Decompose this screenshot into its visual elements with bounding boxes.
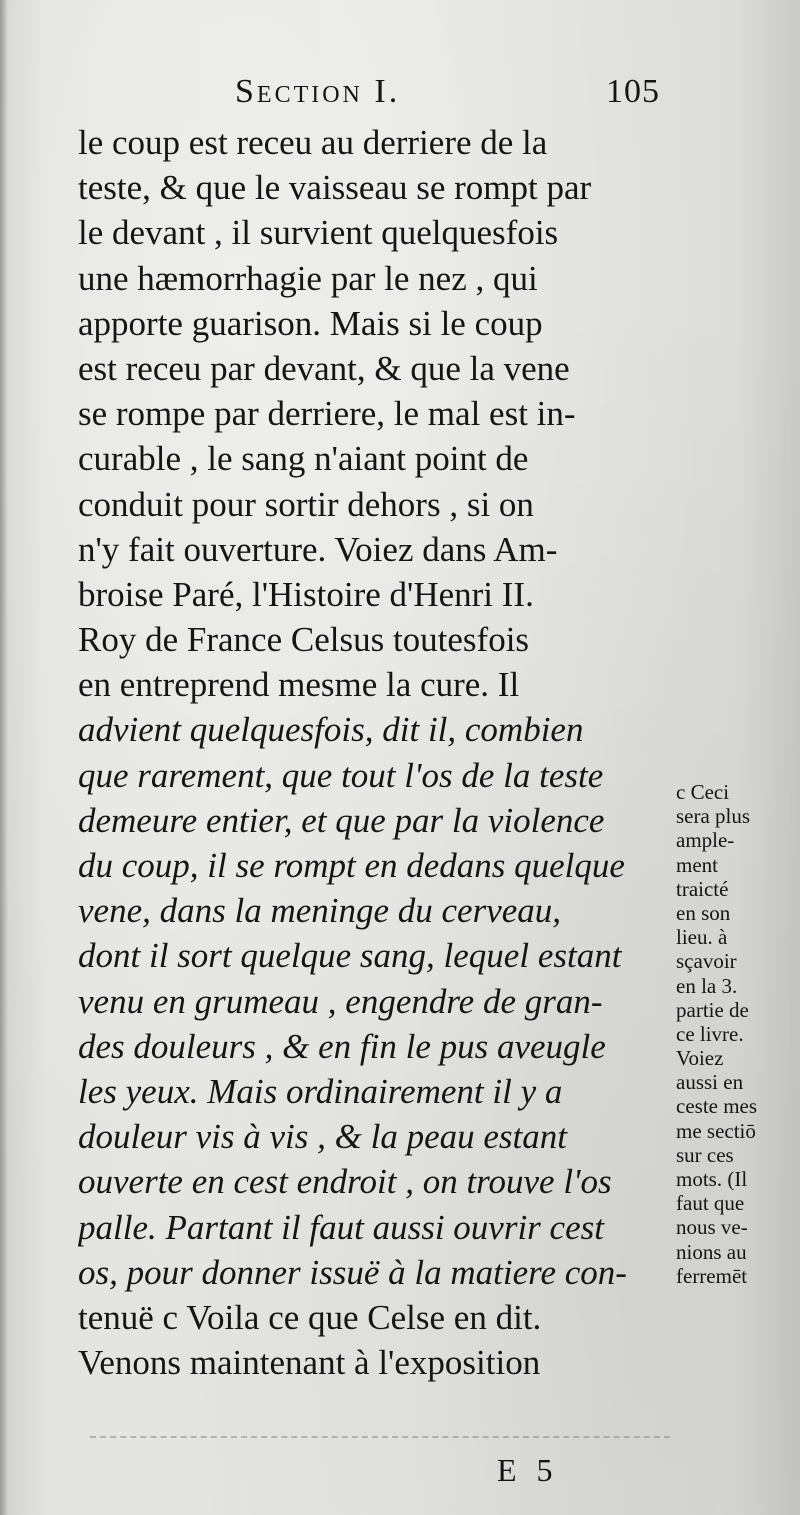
margin-note-line: mots. (Il xyxy=(676,1167,748,1191)
margin-note-line: me sectiō xyxy=(676,1118,756,1143)
text-line: le devant , il survient quelquesfois xyxy=(78,213,559,253)
margin-note-line: traicté xyxy=(676,876,729,901)
main-text-block xyxy=(78,120,668,1385)
text-line: broise Paré, l'Histoire d'Henri II. xyxy=(78,574,534,614)
margin-note-line: ferremēt xyxy=(676,1263,748,1288)
text-line: vene, dans la meninge du cerveau, xyxy=(78,891,562,931)
text-line: Venons maintenant à l'exposition xyxy=(78,1343,541,1383)
text-line: dont il sort quelque sang, lequel estant xyxy=(78,936,622,976)
page-number: 105 xyxy=(606,73,660,110)
signature-mark: E 5 xyxy=(497,1452,559,1488)
margin-note-line: Voiez xyxy=(676,1046,724,1071)
text-line: est receu par devant, & que la vene xyxy=(78,348,570,388)
text-line: teste, & que le vaisseau se rompt par xyxy=(78,168,592,208)
margin-note-line: nous ve- xyxy=(676,1215,748,1240)
margin-note-line: ample- xyxy=(676,828,735,853)
text-line: n'y fait ouverture. Voiez dans Am- xyxy=(78,529,558,569)
text-line: curable , le sang n'aiant point de xyxy=(78,439,529,479)
margin-note-line: nions au xyxy=(676,1239,747,1264)
margin-note-line: c Ceci xyxy=(676,780,730,804)
text-line: Roy de France Celsus toutesfois xyxy=(78,620,530,660)
margin-note xyxy=(676,780,798,1288)
margin-note-line: lieu. à xyxy=(676,925,728,950)
text-line: ouverte en cest endroit , on trouve l'os xyxy=(78,1162,612,1202)
running-head xyxy=(80,70,660,114)
text-line: du coup, il se rompt en dedans quelque xyxy=(78,846,625,885)
text-line: le coup est receu au derriere de la xyxy=(78,123,548,162)
margin-note-line: ce livre. xyxy=(676,1021,744,1046)
text-line: une hæmorrhagie par le nez , qui xyxy=(78,258,538,298)
text-line: en entreprend mesme la cure. Il xyxy=(78,665,520,705)
margin-note-line: ceste mes xyxy=(676,1094,758,1119)
text-line: demeure entier, et que par la violence xyxy=(78,800,605,840)
text-line: venu en grumeau , engendre de gran- xyxy=(78,981,603,1021)
text-line: que rarement, que tout l'os de la teste xyxy=(78,755,604,795)
text-line: les yeux. Mais ordinairement il y a xyxy=(78,1071,563,1111)
text-line: os, pour donner issuë à la matiere con- xyxy=(78,1252,627,1292)
text-line: se rompe par derriere, le mal est in- xyxy=(78,394,576,434)
text-line: douleur vis à vis , & la peau estant xyxy=(78,1117,567,1157)
margin-note-line: aussi en xyxy=(676,1070,744,1095)
margin-note-line: en son xyxy=(676,900,731,925)
margin-note-line: faut que xyxy=(676,1191,745,1216)
margin-note-line: sera plus xyxy=(676,804,751,829)
margin-note-line: sur ces xyxy=(676,1142,734,1167)
margin-note-line: sçavoir xyxy=(676,949,737,974)
text-line: des douleurs , & en fin le pus aveugle xyxy=(78,1026,606,1066)
margin-note-line: en la 3. xyxy=(676,973,738,998)
text-line: advient quelquesfois, dit il, combien xyxy=(78,710,584,750)
margin-note-line: partie de xyxy=(676,997,749,1022)
margin-note-line: ment xyxy=(676,852,718,877)
text-line: conduit pour sortir dehors , si on xyxy=(78,484,534,524)
text-line: palle. Partant il faut aussi ouvrir cest xyxy=(78,1207,604,1247)
text-line: tenuë c Voila ce que Celse en dit. xyxy=(78,1297,542,1337)
bottom-rule xyxy=(90,1436,670,1438)
section-title: Section I. xyxy=(235,73,401,110)
text-line: apporte guarison. Mais si le coup xyxy=(78,303,543,343)
